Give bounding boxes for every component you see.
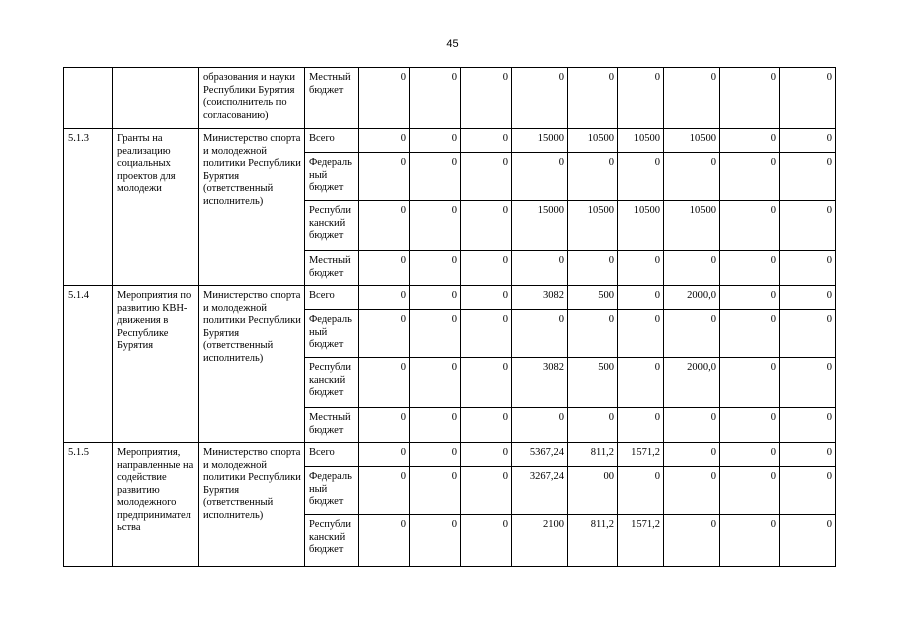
value-cell: 0 [461,68,512,129]
value-cell: 0 [618,153,664,201]
value-cell: 3082 [512,286,568,310]
executor-cell: Министерство спорта и молодежной политики Республики Бурятия (ответственный исполнитель) [199,286,305,443]
value-cell: 500 [568,286,618,310]
value-cell: 10500 [664,129,720,153]
value-cell: 0 [780,358,836,408]
page-number: 45 [446,38,459,50]
executor-cell: Министерство спорта и молодежной политики Республики Бурятия (ответственный исполнитель) [199,129,305,286]
value-cell: 0 [512,251,568,286]
value-cell: 0 [664,408,720,443]
value-cell: 0 [664,443,720,467]
value-cell: 500 [568,358,618,408]
value-cell: 0 [461,310,512,358]
value-cell: 0 [780,467,836,515]
value-cell: 0 [720,358,780,408]
value-cell: 0 [410,408,461,443]
value-cell: 1571,2 [618,443,664,467]
value-cell: 2000,0 [664,286,720,310]
value-cell: 0 [359,68,410,129]
value-cell: 1571,2 [618,515,664,567]
value-cell: 0 [359,286,410,310]
value-cell: 0 [461,515,512,567]
budget-table [63,67,836,567]
value-cell: 0 [568,408,618,443]
value-cell: 0 [618,68,664,129]
value-cell: 10500 [568,201,618,251]
value-cell: 0 [664,515,720,567]
name-cell: Мероприятия по развитию КВН-движения в Республике Бурятия [113,286,199,443]
code-cell: 5.1.4 [64,286,113,443]
value-cell: 0 [512,68,568,129]
executor-cell: образования и науки Республики Бурятия (соисполнитель по согласованию) [199,68,305,129]
value-cell: 0 [720,310,780,358]
value-cell: 0 [359,153,410,201]
value-cell: 0 [359,408,410,443]
value-cell: 0 [664,310,720,358]
value-cell: 0 [461,358,512,408]
source-cell: Местный бюджет [305,68,359,129]
value-cell: 0 [618,467,664,515]
value-cell: 0 [410,286,461,310]
value-cell: 0 [618,286,664,310]
code-cell: 5.1.3 [64,129,113,286]
value-cell: 0 [568,153,618,201]
name-cell [113,68,199,129]
source-cell: Федераль ный бюджет [305,467,359,515]
source-cell: Всего [305,129,359,153]
value-cell: 0 [461,201,512,251]
table-row [64,286,836,310]
value-cell: 0 [720,408,780,443]
value-cell: 0 [410,68,461,129]
value-cell: 0 [780,201,836,251]
value-cell: 0 [618,408,664,443]
value-cell: 0 [780,310,836,358]
value-cell: 0 [410,443,461,467]
value-cell: 00 [568,467,618,515]
value-cell: 0 [664,467,720,515]
table-row [64,129,836,153]
value-cell: 0 [664,153,720,201]
value-cell: 0 [512,310,568,358]
value-cell: 0 [618,251,664,286]
value-cell: 10500 [664,201,720,251]
value-cell: 0 [461,286,512,310]
source-cell: Местный бюджет [305,251,359,286]
source-cell: Всего [305,443,359,467]
value-cell: 0 [410,201,461,251]
table-row [64,68,836,129]
value-cell: 0 [568,68,618,129]
value-cell: 15000 [512,201,568,251]
value-cell: 2100 [512,515,568,567]
value-cell: 0 [720,68,780,129]
value-cell: 0 [664,68,720,129]
value-cell: 0 [720,515,780,567]
value-cell: 0 [359,201,410,251]
value-cell: 0 [568,310,618,358]
value-cell: 5367,24 [512,443,568,467]
name-cell: Мероприятия, направленные на содействие развитию молодежного предпринимател ьства [113,443,199,567]
source-cell: Республи канский бюджет [305,358,359,408]
value-cell: 0 [512,408,568,443]
source-cell: Федераль ный бюджет [305,153,359,201]
value-cell: 0 [410,153,461,201]
value-cell: 0 [461,408,512,443]
value-cell: 0 [780,68,836,129]
executor-cell: Министерство спорта и молодежной политики Республики Бурятия (ответственный исполнитель) [199,443,305,567]
code-cell: 5.1.5 [64,443,113,567]
value-cell: 811,2 [568,515,618,567]
source-cell: Местный бюджет [305,408,359,443]
value-cell: 0 [410,129,461,153]
value-cell: 0 [359,310,410,358]
value-cell: 0 [720,443,780,467]
value-cell: 3082 [512,358,568,408]
value-cell: 0 [359,443,410,467]
value-cell: 0 [461,153,512,201]
source-cell: Республи канский бюджет [305,201,359,251]
table-row [64,443,836,467]
value-cell: 0 [461,467,512,515]
value-cell: 0 [780,251,836,286]
value-cell: 0 [780,443,836,467]
value-cell: 10500 [568,129,618,153]
value-cell: 0 [359,515,410,567]
source-cell: Федераль ный бюджет [305,310,359,358]
value-cell: 0 [410,467,461,515]
value-cell: 0 [359,251,410,286]
value-cell: 0 [780,286,836,310]
value-cell: 0 [461,251,512,286]
value-cell: 0 [410,358,461,408]
value-cell: 10500 [618,129,664,153]
code-cell [64,68,113,129]
value-cell: 0 [720,129,780,153]
value-cell: 0 [461,129,512,153]
value-cell: 0 [359,467,410,515]
value-cell: 15000 [512,129,568,153]
value-cell: 0 [618,310,664,358]
value-cell: 0 [664,251,720,286]
value-cell: 0 [359,129,410,153]
value-cell: 0 [512,153,568,201]
value-cell: 0 [780,515,836,567]
value-cell: 0 [780,129,836,153]
value-cell: 0 [720,201,780,251]
name-cell: Гранты на реализацию социальных проектов для молодежи [113,129,199,286]
value-cell: 0 [720,251,780,286]
value-cell: 0 [461,443,512,467]
source-cell: Республи канский бюджет [305,515,359,567]
value-cell: 0 [568,251,618,286]
value-cell: 0 [410,310,461,358]
value-cell: 10500 [618,201,664,251]
value-cell: 3267,24 [512,467,568,515]
value-cell: 0 [720,153,780,201]
value-cell: 0 [780,408,836,443]
value-cell: 0 [410,251,461,286]
value-cell: 0 [359,358,410,408]
value-cell: 2000,0 [664,358,720,408]
value-cell: 0 [720,467,780,515]
value-cell: 0 [410,515,461,567]
source-cell: Всего [305,286,359,310]
value-cell: 0 [618,358,664,408]
value-cell: 811,2 [568,443,618,467]
value-cell: 0 [780,153,836,201]
value-cell: 0 [720,286,780,310]
